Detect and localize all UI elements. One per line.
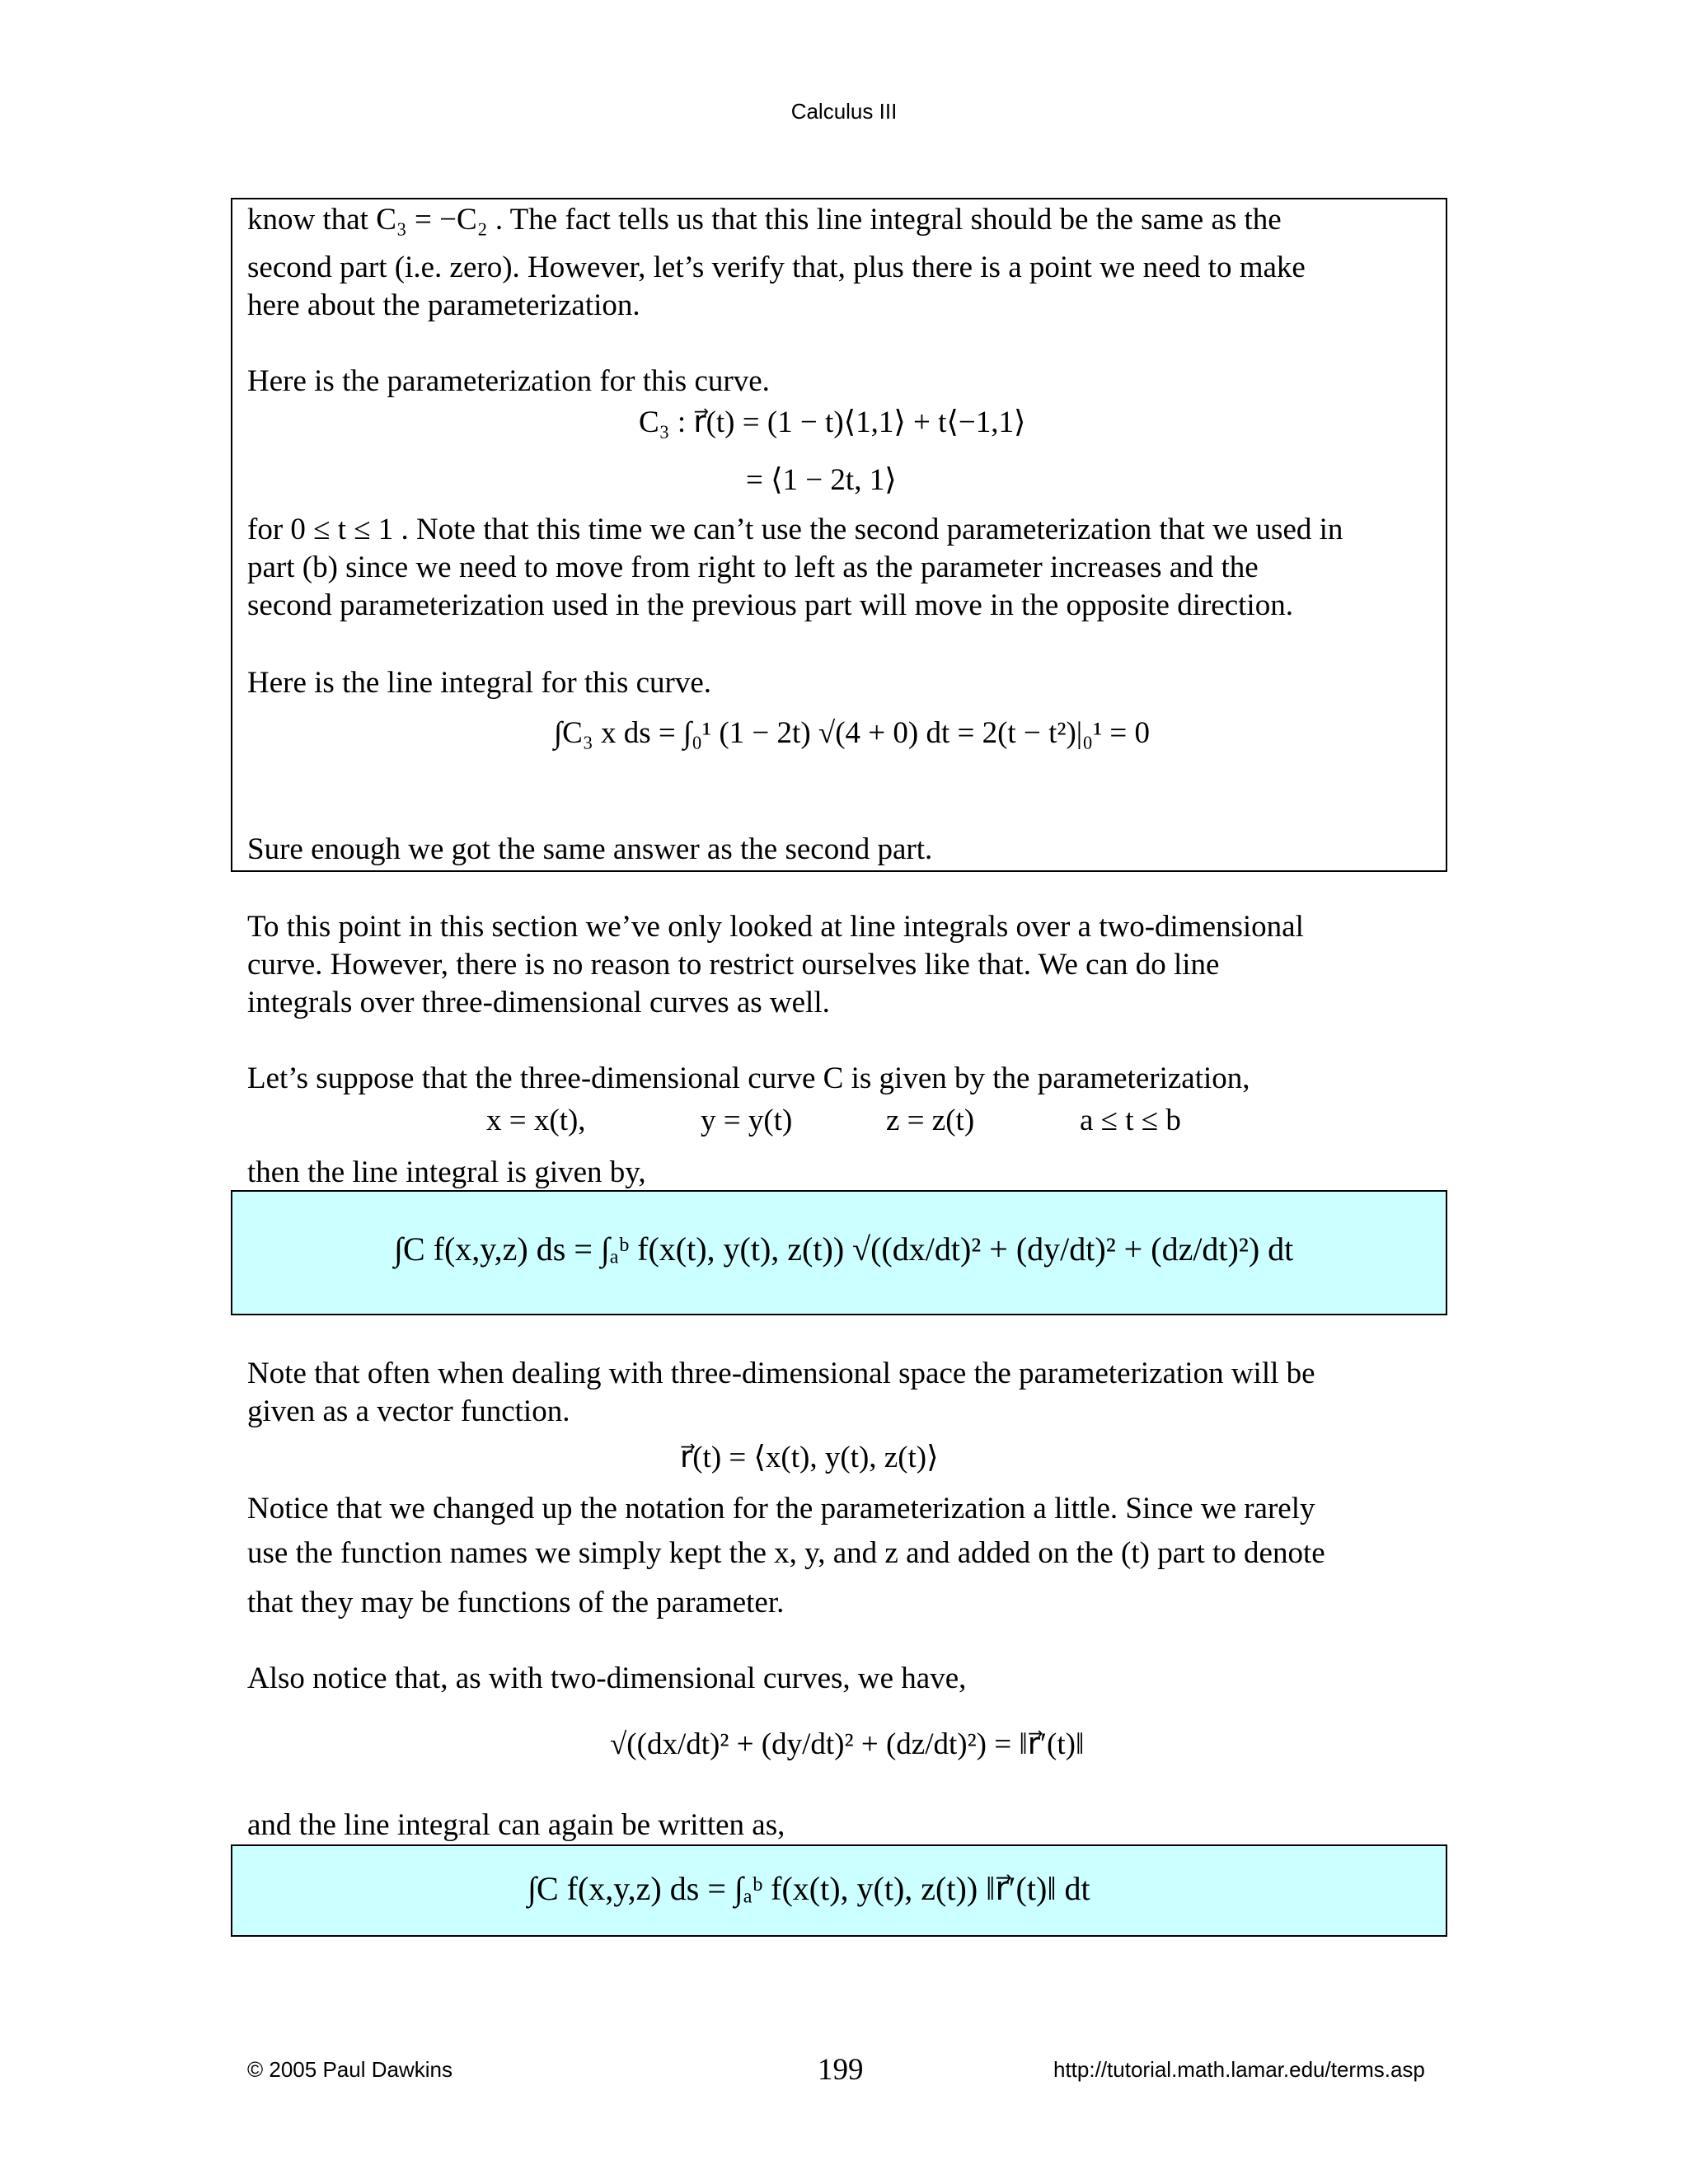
para2-line1: Let’s suppose that the three-dimensional curve C is given by the parameterization, — [247, 1062, 1250, 1095]
vector-function-equation: r⃗(t) = ⟨x(t), y(t), z(t)⟩ — [680, 1441, 939, 1474]
param-y: y = y(t) — [701, 1104, 793, 1137]
box1-line3: here about the parameterization. — [247, 288, 640, 322]
for-line1: for 0 ≤ t ≤ 1 . Note that this time we can’t use the second parameterization that we used in — [247, 513, 1343, 546]
then-line: then the line integral is given by, — [247, 1155, 646, 1189]
para3-line5: that they may be functions of the parameter. — [247, 1586, 785, 1619]
norm-equation: √((dx/dt)² + (dy/dt)² + (dz/dt)²) = ‖r⃗′(t)‖ — [610, 1727, 1085, 1761]
para1-line2: curve. However, there is no reason to restrict ourselves like that. We can do line — [247, 948, 1220, 982]
param-equation-1: C₃ : r⃗(t) = (1 − t)⟨1,1⟩ + t⟨−1,1⟩ — [639, 405, 1026, 439]
conclusion: Sure enough we got the same answer as the second part. — [247, 832, 933, 866]
footer-url[interactable]: http://tutorial.math.lamar.edu/terms.asp — [1053, 2057, 1425, 2082]
line-integral-formula-3d: ∫C f(x,y,z) ds = ∫ₐᵇ f(x(t), y(t), z(t)) √((dx/dt)² + (dy/dt)² + (dz/dt)²) dt — [394, 1230, 1294, 1268]
param-intro: Here is the parameterization for this curve. — [247, 364, 770, 398]
param-range: a ≤ t ≤ b — [1080, 1104, 1181, 1137]
integral-intro: Here is the line integral for this curve. — [247, 666, 712, 700]
param-x: x = x(t), — [486, 1104, 586, 1137]
para4-line2: and the line integral can again be written as, — [247, 1808, 785, 1842]
box1-line1: know that C₃ = −C₂ . The fact tells us that this line integral should be the same as the — [247, 203, 1282, 237]
for-line2: part (b) since we need to move from right to left as the parameter increases and the — [247, 551, 1259, 584]
for-line3: second parameterization used in the previous part will move in the opposite direction. — [247, 588, 1293, 622]
line-integral-formula-norm: ∫C f(x,y,z) ds = ∫ₐᵇ f(x(t), y(t), z(t)) ‖r⃗′(t)‖ dt — [528, 1870, 1090, 1907]
para4-line1: Also notice that, as with two-dimensional curves, we have, — [247, 1661, 967, 1695]
para3-line2: given as a vector function. — [247, 1394, 570, 1428]
integral-equation: ∫C₃ x ds = ∫₀¹ (1 − 2t) √(4 + 0) dt = 2(t − t²)|₀¹ = 0 — [554, 716, 1151, 750]
param-z: z = z(t) — [886, 1104, 975, 1137]
running-header: Calculus III — [790, 99, 898, 124]
para1-line1: To this point in this section we’ve only looked at line integrals over a two-dimensional — [247, 910, 1304, 944]
para3-line1: Note that often when dealing with three-dimensional space the parameterization will be — [247, 1357, 1315, 1390]
footer-page-number: 199 — [818, 2053, 864, 2087]
para3-line4: use the function names we simply kept the x, y, and z and added on the (t) part to denote — [247, 1536, 1325, 1570]
para3-line3: Notice that we changed up the notation for the parameterization a little. Since we rarely — [247, 1492, 1315, 1526]
box1-line2: second part (i.e. zero). However, let’s verify that, plus there is a point we need to make — [247, 251, 1306, 284]
para1-line3: integrals over three-dimensional curves as well. — [247, 986, 830, 1019]
footer-copyright: © 2005 Paul Dawkins — [247, 2057, 452, 2082]
param-equation-2: = ⟨1 − 2t, 1⟩ — [746, 463, 897, 497]
